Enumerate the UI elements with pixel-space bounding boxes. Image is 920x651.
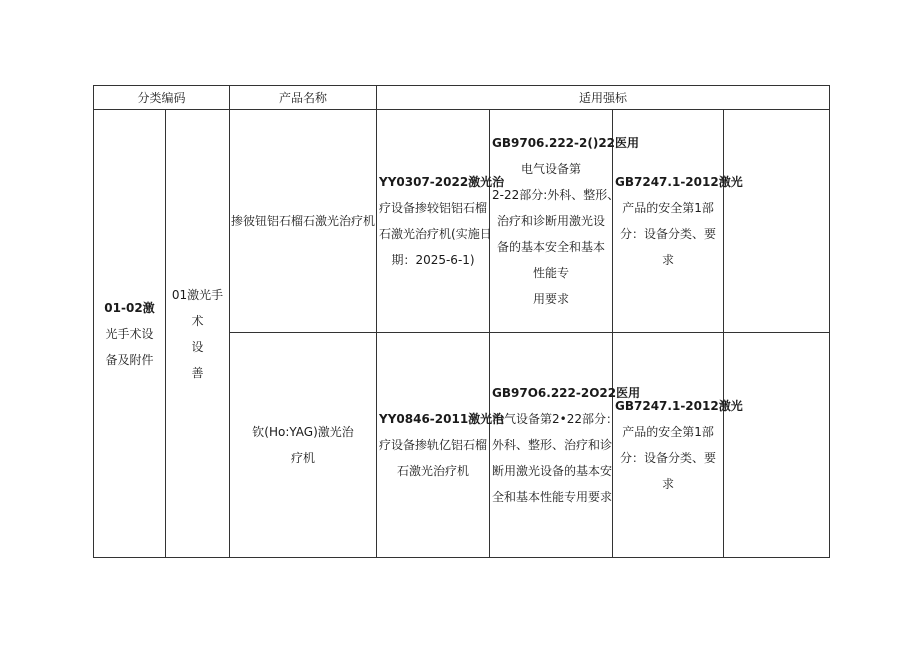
standard-line: 断用激光设备的基本安 <box>492 464 613 478</box>
standard-line: 产品的安全第1部 <box>622 425 714 439</box>
empty-cell <box>724 110 830 333</box>
header-row <box>94 86 830 110</box>
product-name-cell <box>230 333 377 558</box>
category-level1-text <box>98 295 161 373</box>
header-product-name: 产品名称 <box>230 86 377 110</box>
standard-line: GB97O6.222-2O22医用 <box>492 386 641 400</box>
header-category-code: 分类编码 <box>94 86 230 110</box>
standard-line: 外科、整形、治疗和诊 <box>492 438 613 452</box>
standard-line: YY0846-2011激光治 <box>379 412 505 426</box>
standard-line: 疗设备掺较铝铝石榴 <box>379 201 488 215</box>
standard-line: 求 <box>662 253 675 267</box>
standard-line: 石激光治疗机(实施日 <box>379 227 492 241</box>
category-level1-line: 01-02激 <box>104 300 155 315</box>
category-level2-cell <box>166 110 230 558</box>
standard-line: 疗设备掺轨亿铝石榴 <box>379 438 488 452</box>
standard-line: 治疗和诊断用激光设 <box>497 214 606 228</box>
standard-line: GB7247.1-2012激光 <box>615 399 743 413</box>
product-name-line: 掺彼钮铝石榴石激光治疗机 <box>231 214 376 228</box>
standard-line: 分：设备分类、要 <box>620 451 717 465</box>
standard-line: 2-22部分:外科、整形、 <box>492 188 620 202</box>
category-level2-text <box>168 282 227 386</box>
table-row <box>94 110 830 333</box>
empty-cell <box>724 333 830 558</box>
standard-line: 性能专 <box>533 266 570 280</box>
standard-line: YY0307-2022激光治 <box>379 175 505 189</box>
standard-line: 分：设备分类、要 <box>620 227 717 241</box>
category-level2-line: 设 <box>191 339 204 354</box>
category-level2-line: 善 <box>191 365 204 380</box>
standard-line: GB7247.1-2012激光 <box>615 175 743 189</box>
standard-gb7247-cell <box>613 333 743 558</box>
standard-line: 产品的安全第1部 <box>622 201 714 215</box>
standard-line: 用要求 <box>533 292 570 306</box>
standard-line: 全和基本性能专用要求 <box>492 490 613 504</box>
standard-line: 电气设备第2•22部分： <box>492 412 618 426</box>
standard-line: 电气设备第 <box>521 162 582 176</box>
standard-line: 石激光治疗机 <box>397 464 470 478</box>
product-name-line: 疗机 <box>291 451 316 465</box>
standard-line: 备的基本安全和基本 <box>497 240 606 254</box>
standard-line: 期：2025-6-1) <box>391 253 475 267</box>
product-name-cell <box>230 110 377 333</box>
category-level1-line: 备及附件 <box>105 352 154 367</box>
product-name-line: 钦(Ho:YAG)激光治 <box>252 425 354 439</box>
category-level1-cell <box>94 110 166 558</box>
standard-yy-cell <box>377 333 505 558</box>
standard-gb9706-cell <box>490 110 640 333</box>
standard-gb9706-cell <box>490 333 641 558</box>
standard-line: 求 <box>662 477 675 491</box>
standard-yy-cell <box>377 110 505 333</box>
category-level1-line: 光手术设 <box>105 326 154 341</box>
standard-line: GB9706.222-2()22医用 <box>492 136 640 150</box>
category-level2-line: 01激光手术 <box>171 287 224 328</box>
standards-table <box>93 85 830 558</box>
header-applicable-standard: 适用强标 <box>377 86 830 110</box>
